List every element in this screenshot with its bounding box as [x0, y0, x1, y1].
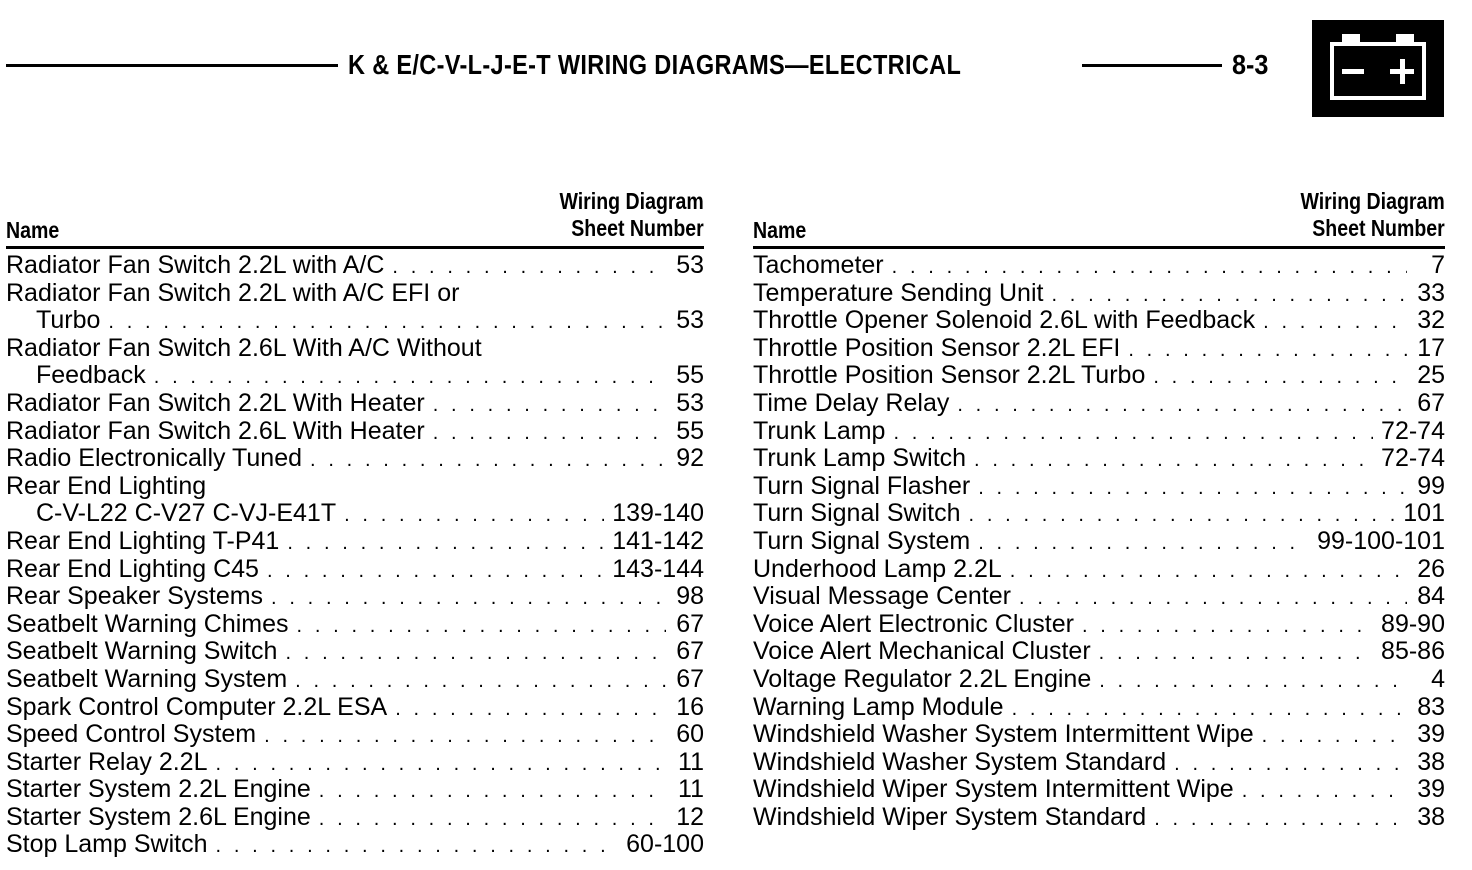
entry-name: Turn Signal Switch	[753, 500, 961, 528]
index-entry	[753, 528, 1445, 556]
dot-leader	[1012, 696, 1407, 722]
index-entry	[6, 500, 704, 528]
entry-name: Throttle Opener Solenoid 2.6L with Feedback	[753, 307, 1256, 335]
sheet-header-line1: Wiring Diagram	[1300, 188, 1445, 214]
dot-leader	[271, 585, 666, 611]
dot-leader	[285, 640, 666, 666]
dot-leader	[1099, 640, 1373, 666]
entry-name: Radiator Fan Switch 2.6L With A/C Without	[6, 334, 482, 362]
index-entry	[6, 583, 704, 611]
index-entry	[753, 694, 1445, 722]
entry-sheet-number: 60-100	[626, 831, 704, 859]
entry-name: Turn Signal Flasher	[753, 472, 971, 500]
entry-sheet-number: 53	[676, 307, 704, 335]
sheet-header-line2: Sheet Number	[1312, 215, 1445, 241]
entry-sheet-number: 53	[676, 389, 704, 417]
index-entry	[6, 528, 704, 556]
index-entry	[6, 307, 704, 335]
entry-sheet-number: 60	[676, 721, 704, 749]
sheet-number-header	[560, 188, 704, 242]
entry-sheet-number: 26	[1417, 555, 1445, 583]
index-entry	[6, 638, 704, 666]
index-entry	[6, 721, 704, 749]
dot-leader	[319, 806, 666, 832]
index-entry	[753, 335, 1445, 363]
header-rule-right	[1082, 64, 1222, 67]
index-entry	[6, 749, 704, 777]
index-column-left	[6, 190, 704, 859]
dot-leader	[892, 254, 1407, 280]
dot-leader	[1051, 282, 1407, 308]
index-entry	[753, 583, 1445, 611]
entry-sheet-number: 55	[676, 417, 704, 445]
dot-leader	[1082, 613, 1373, 639]
name-header: Name	[6, 217, 60, 243]
dot-leader	[433, 420, 666, 446]
index-entry	[6, 280, 704, 308]
entry-name: Radiator Fan Switch 2.6L With Heater	[6, 417, 425, 445]
entry-name: Windshield Washer System Standard	[753, 748, 1167, 776]
index-entry	[753, 445, 1445, 473]
entry-name: Voltage Regulator 2.2L Engine	[753, 665, 1092, 693]
entry-sheet-number: 38	[1417, 803, 1445, 831]
entry-sheet-number: 25	[1417, 362, 1445, 390]
entry-sheet-number: 92	[676, 445, 704, 473]
index-entry	[753, 556, 1445, 584]
entry-name: C-V-L22 C-V27 C-VJ-E41T	[36, 500, 337, 528]
entry-sheet-number: 101	[1403, 500, 1445, 528]
page-number: 8-3	[1232, 49, 1269, 80]
dot-leader	[974, 447, 1373, 473]
dot-leader	[264, 723, 666, 749]
dot-leader	[216, 751, 667, 777]
index-entry	[753, 280, 1445, 308]
dot-leader	[1154, 806, 1407, 832]
entry-sheet-number: 143-144	[612, 555, 704, 583]
entry-sheet-number: 84	[1417, 583, 1445, 611]
entry-name: Feedback	[36, 362, 146, 390]
entry-name: Time Delay Relay	[753, 389, 950, 417]
dot-leader	[1242, 778, 1407, 804]
page-title: K & E/C-V-L-J-E-T WIRING DIAGRAMS—ELECTRICAL	[348, 49, 962, 80]
entry-sheet-number: 99	[1417, 472, 1445, 500]
index-entry	[753, 749, 1445, 777]
dot-leader	[1153, 364, 1407, 390]
dot-leader	[154, 364, 666, 390]
entry-name: Starter System 2.2L Engine	[6, 776, 311, 804]
dot-leader	[392, 254, 666, 280]
entry-sheet-number: 39	[1417, 721, 1445, 749]
index-entry	[6, 694, 704, 722]
entry-name: Voice Alert Electronic Cluster	[753, 610, 1074, 638]
entry-name: Speed Control System	[6, 721, 257, 749]
index-entry	[753, 362, 1445, 390]
entry-name: Stop Lamp Switch	[6, 831, 208, 859]
entry-name: Radiator Fan Switch 2.2L with A/C EFI or	[6, 279, 460, 307]
index-entry	[753, 307, 1445, 335]
index-entry	[6, 252, 704, 280]
index-entry	[753, 611, 1445, 639]
sheet-header-line1: Wiring Diagram	[559, 188, 704, 214]
entry-name: Underhood Lamp 2.2L	[753, 555, 1002, 583]
dot-leader	[1099, 668, 1407, 694]
entry-sheet-number: 83	[1417, 693, 1445, 721]
index-entry	[6, 776, 704, 804]
entry-name: Seatbelt Warning System	[6, 665, 288, 693]
name-header: Name	[753, 217, 807, 243]
dot-leader	[1010, 558, 1407, 584]
entry-sheet-number: 67	[676, 610, 704, 638]
index-column-right	[753, 190, 1445, 831]
dot-leader	[395, 696, 666, 722]
entry-name: Radiator Fan Switch 2.2L With Heater	[6, 389, 425, 417]
entry-name: Windshield Washer System Intermittent Wipe	[753, 721, 1254, 749]
entry-name: Windshield Wiper System Standard	[753, 803, 1147, 831]
dot-leader	[969, 502, 1396, 528]
sheet-header-line2: Sheet Number	[571, 215, 704, 241]
dot-leader	[978, 475, 1407, 501]
dot-leader	[108, 309, 666, 335]
entry-name: Starter System 2.6L Engine	[6, 803, 311, 831]
dot-leader	[295, 668, 666, 694]
dot-leader	[310, 447, 666, 473]
header-rule-left	[6, 64, 338, 67]
entry-sheet-number: 32	[1417, 307, 1445, 335]
entry-name: Radio Electronically Tuned	[6, 445, 302, 473]
dot-leader	[1263, 309, 1407, 335]
entry-name: Windshield Wiper System Intermittent Wipe	[753, 776, 1234, 804]
sheet-number-header	[1301, 188, 1445, 242]
index-entry	[753, 252, 1445, 280]
dot-leader	[957, 392, 1407, 418]
entry-name: Tachometer	[753, 252, 884, 279]
entry-name: Voice Alert Mechanical Cluster	[753, 638, 1091, 666]
entry-name: Visual Message Center	[753, 583, 1012, 611]
index-entry	[6, 335, 704, 363]
entry-sheet-number: 85-86	[1381, 638, 1445, 666]
entry-sheet-number: 7	[1431, 252, 1445, 279]
battery-icon	[1312, 20, 1444, 117]
entry-name: Seatbelt Warning Switch	[6, 638, 278, 666]
entry-sheet-number: 55	[676, 362, 704, 390]
entry-name: Rear End Lighting	[6, 472, 207, 500]
entry-sheet-number: 72-74	[1381, 445, 1445, 473]
entry-name: Seatbelt Warning Chimes	[6, 610, 289, 638]
index-entry	[753, 418, 1445, 446]
index-entry	[753, 721, 1445, 749]
column-header	[6, 190, 704, 249]
dot-leader	[893, 420, 1373, 446]
dot-leader	[1174, 751, 1407, 777]
entry-sheet-number: 38	[1417, 748, 1445, 776]
entry-sheet-number: 39	[1417, 776, 1445, 804]
entry-sheet-number: 98	[676, 583, 704, 611]
column-header	[753, 190, 1445, 249]
entry-sheet-number: 16	[676, 693, 704, 721]
entry-name: Turn Signal System	[753, 527, 971, 555]
index-entry	[753, 500, 1445, 528]
dot-leader	[287, 530, 604, 556]
entry-name: Trunk Lamp	[753, 417, 886, 445]
index-entry	[6, 362, 704, 390]
entry-sheet-number: 12	[676, 803, 704, 831]
entry-name: Starter Relay 2.2L	[6, 748, 208, 776]
entry-name: Spark Control Computer 2.2L ESA	[6, 693, 388, 721]
dot-leader	[433, 392, 666, 418]
entry-name: Temperature Sending Unit	[753, 279, 1044, 307]
index-entry	[753, 666, 1445, 694]
dot-leader	[297, 613, 666, 639]
index-entry	[6, 556, 704, 584]
index-entry	[753, 638, 1445, 666]
entry-sheet-number: 141-142	[612, 527, 704, 555]
dot-leader	[1262, 723, 1407, 749]
dot-leader	[978, 530, 1309, 556]
entry-list-left	[6, 252, 704, 859]
index-entry	[6, 666, 704, 694]
entry-sheet-number: 72-74	[1381, 417, 1445, 445]
entry-sheet-number: 67	[1417, 389, 1445, 417]
index-entry	[753, 473, 1445, 501]
index-entry	[6, 831, 704, 859]
entry-sheet-number: 99-100-101	[1317, 527, 1445, 555]
index-entry	[753, 804, 1445, 832]
entry-name: Rear End Lighting T-P41	[6, 527, 280, 555]
entry-sheet-number: 139-140	[612, 500, 704, 528]
index-entry	[753, 390, 1445, 418]
entry-name: Turbo	[36, 307, 101, 335]
entry-sheet-number: 33	[1417, 279, 1445, 307]
dot-leader	[1019, 585, 1407, 611]
index-entry	[6, 445, 704, 473]
index-entry	[6, 418, 704, 446]
entry-sheet-number: 67	[676, 665, 704, 693]
index-entry	[6, 473, 704, 501]
entry-sheet-number: 67	[676, 638, 704, 666]
entry-name: Trunk Lamp Switch	[753, 445, 967, 473]
entry-sheet-number: 17	[1417, 334, 1445, 362]
entry-sheet-number: 53	[676, 252, 704, 279]
dot-leader	[344, 502, 604, 528]
entry-name: Rear End Lighting C45	[6, 555, 259, 583]
entry-sheet-number: 11	[678, 748, 704, 776]
index-entry	[753, 776, 1445, 804]
index-entry	[6, 804, 704, 832]
dot-leader	[319, 778, 666, 804]
entry-name: Radiator Fan Switch 2.2L with A/C	[6, 252, 385, 279]
entry-sheet-number: 11	[678, 776, 704, 804]
dot-leader	[216, 833, 619, 859]
index-entry	[6, 390, 704, 418]
dot-leader	[1128, 337, 1407, 363]
entry-sheet-number: 89-90	[1381, 610, 1445, 638]
entry-sheet-number: 4	[1431, 665, 1445, 693]
index-entry	[6, 611, 704, 639]
entry-name: Throttle Position Sensor 2.2L EFI	[753, 334, 1121, 362]
dot-leader	[267, 558, 604, 584]
entry-list-right	[753, 252, 1445, 831]
entry-name: Rear Speaker Systems	[6, 583, 264, 611]
entry-name: Throttle Position Sensor 2.2L Turbo	[753, 362, 1146, 390]
entry-name: Warning Lamp Module	[753, 693, 1004, 721]
